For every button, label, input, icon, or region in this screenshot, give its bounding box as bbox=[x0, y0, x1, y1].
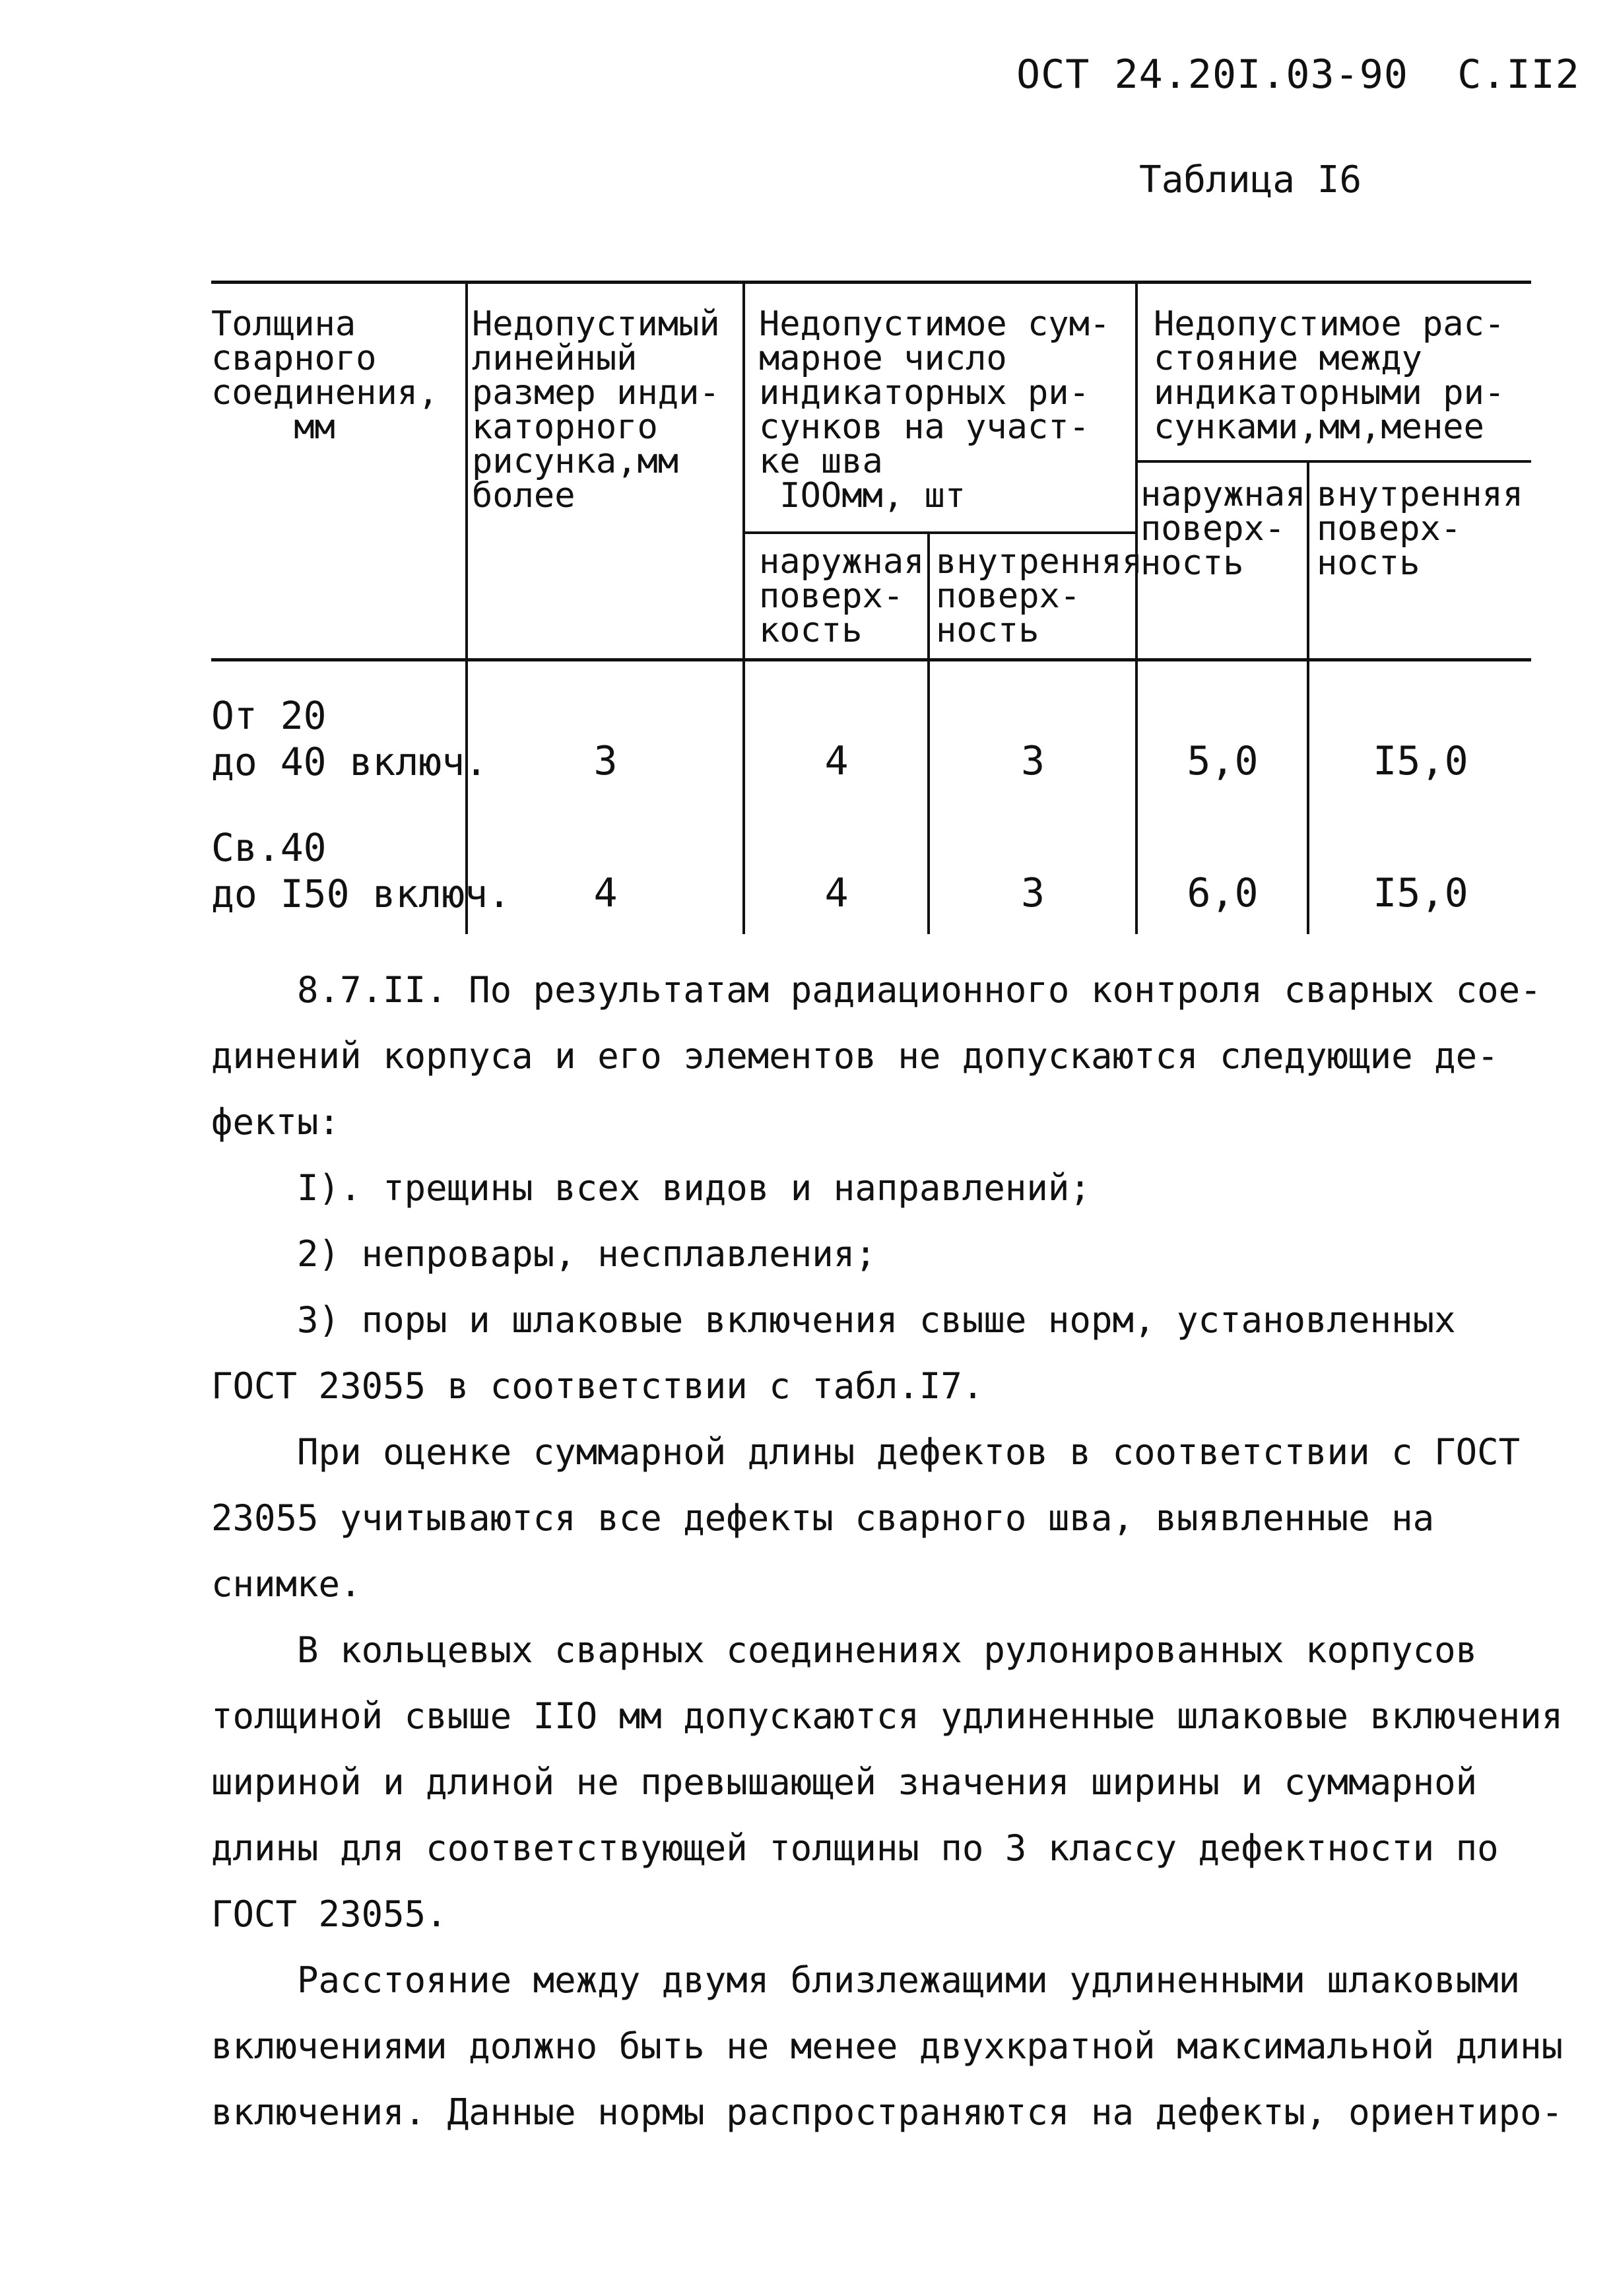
body-line-9: 23055 учитываются все дефекты сварного шва, выявленные на bbox=[211, 1497, 1435, 1539]
body-line-11: В кольцевых сварных соединениях рулонированных корпусов bbox=[211, 1629, 1478, 1671]
document-header bbox=[1016, 51, 1580, 98]
body-line-16: Расстояние между двумя близлежащими удлиненными шлаковыми bbox=[211, 1959, 1521, 2001]
row1-count-outer: 4 bbox=[824, 738, 849, 784]
body-line-14: длины для соответствующей толщины по 3 классу дефектности по bbox=[211, 1827, 1499, 1869]
page-number: С.II2 bbox=[1457, 51, 1580, 98]
subheader-rule-right bbox=[1135, 460, 1531, 463]
row2-dist-outer: 6,0 bbox=[1187, 870, 1259, 916]
body-line-7: ГОСТ 23055 в соответствии с табл.I7. bbox=[211, 1365, 984, 1407]
row1-dist-inner: I5,0 bbox=[1373, 738, 1468, 784]
subheader-dist-outer: наружная поверх- ность bbox=[1140, 475, 1306, 583]
row2-linear-size: 4 bbox=[593, 870, 618, 916]
row2-count-outer: 4 bbox=[824, 870, 849, 916]
body-line-2: динений корпуса и его элементов не допускаются следующие де- bbox=[211, 1035, 1499, 1077]
document-code: ОСТ 24.20I.03-90 bbox=[1016, 51, 1408, 98]
header-bottom-rule bbox=[211, 658, 1531, 661]
row1-thickness-from: От 20 bbox=[211, 693, 327, 738]
header-distance: Недопустимое рас- стояние между индикаторными ри- сунками,мм,менее bbox=[1154, 304, 1505, 447]
table-caption: Таблица I6 bbox=[1139, 158, 1362, 201]
body-line-3: фекты: bbox=[211, 1101, 341, 1143]
row1-linear-size: 3 bbox=[593, 738, 618, 784]
row2-thickness-to: до I50 включ. bbox=[211, 871, 511, 916]
body-line-17: включениями должно быть не менее двухкратной максимальной длины bbox=[211, 2025, 1563, 2067]
body-line-15: ГОСТ 23055. bbox=[211, 1893, 447, 1935]
header-thickness: Толщина сварного соединения, мм bbox=[211, 304, 439, 447]
row2-thickness-from: Св.40 bbox=[211, 825, 327, 870]
table-top-rule bbox=[211, 281, 1531, 284]
row2-dist-inner: I5,0 bbox=[1373, 870, 1468, 916]
body-line-10: снимке. bbox=[211, 1563, 362, 1605]
header-linear-size: Недопустимый линейный размер инди- каторного рисунка,мм более bbox=[472, 304, 720, 516]
body-line-13: шириной и длиной не превышающей значения ширины и суммарной bbox=[211, 1761, 1478, 1803]
row1-dist-outer: 5,0 bbox=[1187, 738, 1259, 784]
header-total-count: Недопустимое сум- марное число индикаторных ри- сунков на участ- ке шва IООмм, шт bbox=[759, 304, 1111, 516]
subheader-dist-inner: внутренняя поверх- ность bbox=[1317, 475, 1524, 583]
col-divider-1 bbox=[465, 281, 468, 934]
defect-table bbox=[211, 281, 1531, 941]
subheader-count-outer: наружная поверх- кость bbox=[759, 542, 925, 650]
body-line-4: I). трещины всех видов и направлений; bbox=[211, 1167, 1091, 1209]
body-line-8: При оценке суммарной длины дефектов в соответствии с ГОСТ bbox=[211, 1431, 1521, 1473]
body-line-18: включения. Данные нормы распространяются на дефекты, ориентиро- bbox=[211, 2091, 1563, 2133]
body-line-1: 8.7.II. По результатам радиационного контроля сварных сое- bbox=[211, 969, 1542, 1011]
body-line-12: толщиной свыше IIО мм допускаются удлиненные шлаковые включения bbox=[211, 1695, 1563, 1737]
subheader-rule-mid bbox=[742, 531, 1135, 534]
row1-thickness-to: до 40 включ. bbox=[211, 739, 488, 784]
col-divider-5 bbox=[1307, 460, 1309, 934]
row2-count-inner: 3 bbox=[1020, 870, 1045, 916]
body-line-6: 3) поры и шлаковые включения свыше норм, установленных bbox=[211, 1299, 1456, 1341]
subheader-count-inner: внутренняя поверх- ность bbox=[936, 542, 1143, 650]
body-line-5: 2) непровары, несплавления; bbox=[211, 1233, 876, 1275]
col-divider-2 bbox=[742, 281, 745, 934]
col-divider-3 bbox=[927, 531, 930, 934]
row1-count-inner: 3 bbox=[1020, 738, 1045, 784]
